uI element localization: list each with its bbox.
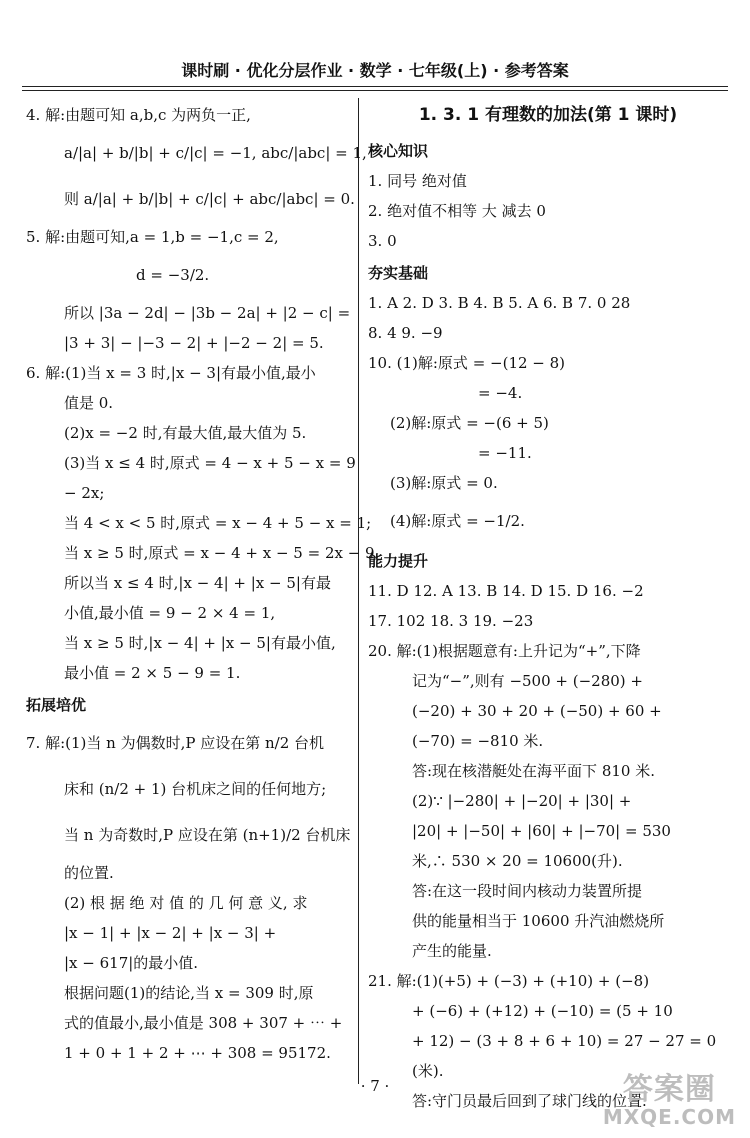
section-heading-improvement: 能力提升 [368,552,429,570]
answer-20-line-3: (−70) = −810 米. [412,732,544,750]
answer-6-line-2: (2)x = −2 时,有最大值,最大值为 5. [64,424,307,442]
answer-6-line-8: 小值,最小值 = 9 − 2 × 4 = 1, [64,604,276,622]
core-answer-3: 3. 0 [368,232,397,250]
answer-20-line-6: 米,∴ 530 × 20 = 10600(升). [412,852,623,870]
answer-21-heading: 21. 解:(1)(+5) + (−3) + (+10) + (−8) [368,972,650,990]
section-heading-foundation: 夯实基础 [368,264,429,282]
answer-7-line-8: 式的值最小,最小值是 308 + 307 + ⋯ + [64,1014,343,1032]
answer-20-line-4: (2)∵ |−280| + |−20| + |30| + [412,792,632,810]
answer-6-heading: 6. 解:(1)当 x = 3 时,|x − 3|有最小值,最小 [26,364,316,382]
answer-20-line-7: 供的能量相当于 10600 升汽油燃烧所 [412,912,665,930]
core-answer-1: 1. 同号 绝对值 [368,172,467,190]
foundation-answers-row-2: 8. 4 9. −9 [368,324,443,342]
answer-7-line-6: |x − 617|的最小值. [64,954,199,972]
answer-4-heading: 4. 解:由题可知 a,b,c 为两负一正, [26,106,251,124]
answer-7-line-2: 当 n 为奇数时,P 应设在第 (n+1)/2 台机床 [64,826,351,844]
answer-10-part-2: (2)解:原式 = −(6 + 5) [390,414,549,432]
answer-10-part-4: (4)解:原式 = −1/2. [390,512,525,530]
answer-20-line-8: 产生的能量. [412,942,492,960]
answer-21-conclusion: 答:守门员最后回到了球门线的位置. [412,1092,647,1110]
core-answer-2: 2. 绝对值不相等 大 减去 0 [368,202,546,220]
lesson-title: 1. 3. 1 有理数的加法(第 1 课时) [418,105,678,125]
answer-10-part-1-result: = −4. [478,384,523,402]
answer-7-heading: 7. 解:(1)当 n 为偶数时,P 应设在第 n/2 台机 [26,734,325,752]
answer-6-line-4: − 2x; [64,484,105,502]
answer-7-line-5: |x − 1| + |x − 2| + |x − 3| + [64,924,277,942]
answer-5-d-value: d = −3/2. [136,266,210,284]
answer-4-equation-1: a/|a| + b/|b| + c/|c| = −1, abc/|abc| = 1, [64,144,367,162]
answer-6-line-7: 所以当 x ≤ 4 时,|x − 4| + |x − 5|有最 [64,574,331,592]
left-column [26,100,380,1068]
answer-6-line-9: 当 x ≥ 5 时,|x − 4| + |x − 5|有最小值, [64,634,336,652]
answer-20-conclusion-1: 答:现在核潜艇处在海平面下 810 米. [412,762,655,780]
answer-7-line-4: (2) 根 据 绝 对 值 的 几 何 意 义, 求 [64,894,308,912]
answer-20-conclusion-2: 答:在这一段时间内核动力装置所提 [412,882,643,900]
answer-6-line-6: 当 x ≥ 5 时,原式 = x − 4 + x − 5 = 2x − 9. [64,544,380,562]
page-number: · 7 · [360,1077,390,1095]
watermark-text: 答案圈 [622,1072,716,1107]
watermark-logo [603,1074,736,1128]
answer-6-line-1: 值是 0. [64,394,114,412]
answer-7-line-1: 床和 (n/2 + 1) 台机床之间的任何地方; [64,780,327,798]
answer-10-part-2-result: = −11. [478,444,532,462]
answer-21-line-1: + (−6) + (+12) + (−10) = (5 + 10 [412,1002,673,1020]
answer-5-line-2: |3 + 3| − |−3 − 2| + |−2 − 2| = 5. [64,334,324,352]
answer-21-line-3: (米). [412,1062,444,1080]
answer-5-heading: 5. 解:由题可知,a = 1,b = −1,c = 2, [26,228,279,246]
foundation-answers-row-1: 1. A 2. D 3. B 4. B 5. A 6. B 7. 0 28 [368,294,631,312]
answer-4-equation-2: 则 a/|a| + b/|b| + c/|c| + abc/|abc| = 0. [64,190,355,208]
answer-10-part-1: 10. (1)解:原式 = −(12 − 8) [368,354,566,372]
answer-7-line-9: 1 + 0 + 1 + 2 + ⋯ + 308 = 95172. [64,1044,331,1062]
answer-6-line-10: 最小值 = 2 × 5 − 9 = 1. [64,664,241,682]
section-heading-core-knowledge: 核心知识 [368,142,429,160]
header-rule-bottom [22,90,728,91]
watermark-url: MXQE.COM [602,1105,736,1129]
improvement-answers-row-2: 17. 102 18. 3 19. −23 [368,612,534,630]
answer-7-line-3: 的位置. [64,864,114,882]
answer-5-line-1: 所以 |3a − 2d| − |3b − 2a| + |2 − c| = [64,304,351,322]
answer-20-line-5: |20| + |−50| + |60| + |−70| = 530 [412,822,671,840]
right-column [368,100,728,1116]
running-header: 课时刷 · 优化分层作业 · 数学 · 七年级(上) · 参考答案 [181,61,569,80]
answer-20-line-2: (−20) + 30 + 20 + (−50) + 60 + [412,702,662,720]
answer-10-part-3: (3)解:原式 = 0. [390,474,498,492]
answer-20-heading: 20. 解:(1)根据题意有:上升记为“+”,下降 [368,642,641,660]
answer-6-line-5: 当 4 < x < 5 时,原式 = x − 4 + 5 − x = 1; [64,514,372,532]
column-divider [358,98,359,1084]
answer-7-line-7: 根据问题(1)的结论,当 x = 309 时,原 [64,984,314,1002]
section-heading-extension: 拓展培优 [26,696,87,714]
improvement-answers-row-1: 11. D 12. A 13. B 14. D 15. D 16. −2 [368,582,644,600]
answer-6-line-3: (3)当 x ≤ 4 时,原式 = 4 − x + 5 − x = 9 [64,454,356,472]
header-rule-top [22,86,728,87]
answer-21-line-2: + 12) − (3 + 8 + 6 + 10) = 27 − 27 = 0 [412,1032,717,1050]
answer-20-line-1: 记为“−”,则有 −500 + (−280) + [412,672,643,690]
